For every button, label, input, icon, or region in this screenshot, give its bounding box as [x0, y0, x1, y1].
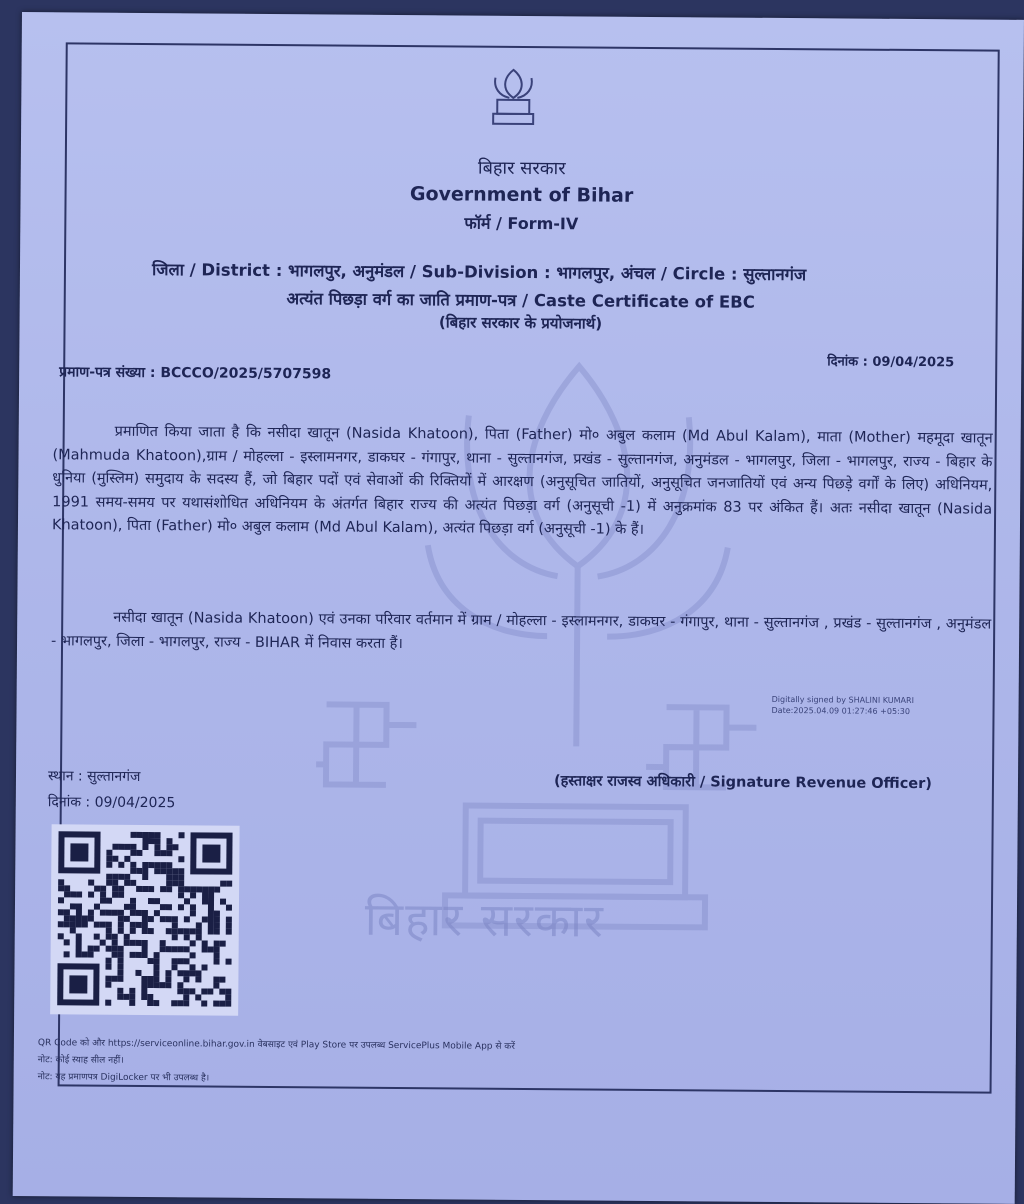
state-name-hindi: बिहार सरकार: [477, 157, 566, 180]
digital-signature-date: Date:2025.04.09 01:27:46 +05:30: [771, 705, 910, 716]
certificate-number: प्रमाण-पत्र संख्या : BCCCO/2025/5707598: [59, 364, 332, 383]
bihar-emblem-icon: [473, 64, 554, 131]
digital-signature-signer: Digitally signed by SHALINI KUMARI: [771, 694, 914, 706]
qr-code-icon[interactable]: [50, 824, 239, 1015]
form-number: फॉर्म / Form-IV: [464, 213, 579, 234]
certificate-type: अत्यंत पिछड़ा वर्ग का जाति प्रमाण-पत्र / Caste Certificate of EBC: [286, 289, 755, 312]
district-line: जिला / District : भागलपुर, अनुमंडल / Sub-Division : भागलपुर, अंचल / Circle : सुल्तानगंज: [151, 260, 807, 285]
certificate-body-paragraph-1: प्रमाणित किया जाता है कि नसीदा खातून (Nasida Khatoon), पिता (Father) मो० अबुल कलाम (Md Abul Kalam), माता (Mother) महमूदा खातून (Mahmuda Khatoon),ग्राम / मोहल्ला - इस्लामनगर, डाकघर - गंगापुर, थाना - सुल्तानगंज, प्रखंड - सुल्तानगंज, अनुमंडल - भागलपुर, जिला - भागलपुर, राज्य - बिहार के धुनिया (मुस्लिम) समुदाय के सदस्य हैं, जो बिहार पदों एवं सेवाओं की रिक्तियों में आरक्षण (अनुसूचित जातियों, अनुसूचित जनजातियों एवं अन्य पिछड़े वर्गों के लिए) अधिनियम, 1991 समय-समय पर यथासंशोधित अधिनियम के अंतर्गत बिहार राज्य की अत्यंत पिछड़ा वर्ग (अनुसूची -1) में अनुक्रमांक 83 पर अंकित हैं। अतः नसीदा खातून (Nasida Khatoon), पिता (Father) मो० अबुल कलाम (Md Abul Kalam), अत्यंत पिछड़ा वर्ग (अनुसूची -1) के हैं।: [51, 423, 993, 538]
issue-date-top: दिनांक : 09/04/2025: [827, 354, 955, 371]
footer-seal-note: नोट: कोई स्याह सील नहीं।: [37, 1055, 124, 1066]
certificate-paper: [13, 12, 1024, 1204]
footer-digilocker-note: नोट: यह प्रमाणपत्र DigiLocker पर भी उपलब्ध है।: [37, 1072, 210, 1084]
digital-signature-stamp: [771, 694, 971, 718]
footer-verification-note: QR Code को और https://serviceonline.bihar.gov.in वेबसाइट एवं Play Store पर उपलब्ध ServicePlus Mobile App से करें: [37, 1038, 515, 1052]
certificate-body-paragraph-2: नसीदा खातून (Nasida Khatoon) एवं उनका परिवार वर्तमान में ग्राम / मोहल्ला - इस्लामनगर, डाकघर - गंगापुर, थाना - सुल्तानगंज , प्रखंड - सुल्तानगंज , अनुमंडल - भागलपुर, जिला - भागलपुर, राज्य - BIHAR में निवास करता हैं।: [50, 609, 992, 652]
signature-label: (हस्ताक्षर राजस्व अधिकारी / Signature Revenue Officer): [553, 773, 933, 793]
issue-date-bottom: दिनांक : 09/04/2025: [47, 794, 176, 812]
watermark-text: बिहार सरकार: [364, 891, 606, 948]
certificate-purpose: (बिहार सरकार के प्रयोजनार्थ): [438, 313, 603, 333]
issue-place: स्थान : सुल्तानगंज: [47, 768, 141, 785]
state-name-english: Government of Bihar: [409, 183, 634, 207]
